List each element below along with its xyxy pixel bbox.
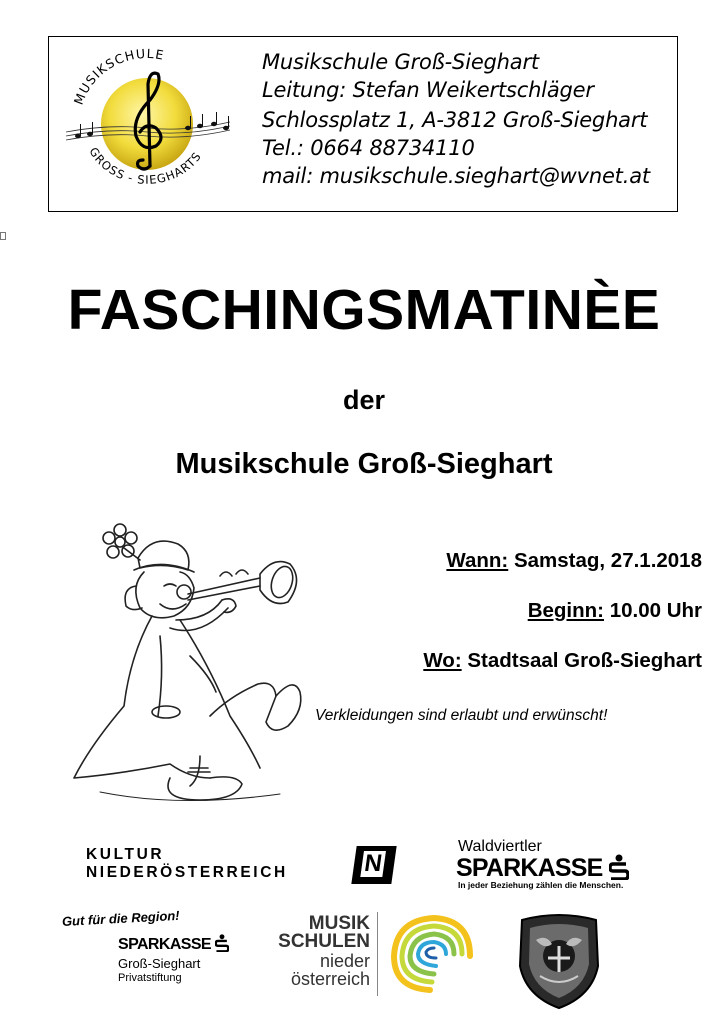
event-location	[423, 648, 702, 674]
kultur-line2: NIEDERÖSTERREICH	[86, 864, 288, 881]
musik-line1: MUSIK	[308, 913, 370, 934]
gut-fuer-die-region-slogan: Gut für die Region!	[61, 907, 180, 929]
coat-of-arms-icon	[512, 910, 606, 1010]
musikschulen-noe-logo	[278, 912, 482, 996]
sparkasse-s-icon	[609, 854, 629, 880]
musik-line4: österreich	[290, 969, 370, 989]
sparkasse-gross-siegharts-logo	[118, 934, 248, 990]
spk-local-name-text: SPARKASSE	[118, 936, 211, 953]
flower-icon	[103, 524, 140, 560]
wsk-name-text: SPARKASSE	[456, 854, 603, 882]
clown-trumpet-illustration	[60, 516, 360, 811]
spk-local-name	[118, 934, 229, 954]
musik-divider	[377, 912, 378, 996]
start-label: Beginn:	[527, 599, 604, 622]
school-name: Musikschule Groß-Sieghart	[262, 50, 539, 74]
event-subtitle-school: Musikschule Groß-Sieghart	[175, 448, 553, 480]
noe-badge-icon	[351, 846, 396, 884]
date-value: Samstag, 27.1.2018	[508, 549, 702, 572]
location-label: Wo:	[423, 649, 462, 672]
logo-text-bottom: GROSS - SIEGHARTS	[86, 144, 205, 187]
spk-local-subtitle: Privatstiftung	[118, 972, 182, 984]
page-corner-mark	[0, 232, 6, 240]
email-line[interactable]: mail: musikschule.sieghart@wvnet.at	[262, 164, 650, 188]
sparkasse-s-icon	[215, 934, 229, 952]
costume-note: Verkleidungen sind erlaubt und erwünscht!	[315, 707, 608, 724]
event-date	[446, 548, 702, 574]
musik-line2: SCHULEN	[278, 931, 370, 952]
director-line: Leitung: Stefan Weikertschläger	[262, 78, 594, 102]
date-label: Wann:	[446, 549, 509, 572]
wsk-tagline: In jeder Beziehung zählen die Menschen.	[458, 880, 624, 890]
event-subtitle-der: der	[342, 385, 386, 415]
school-logo	[58, 44, 236, 204]
address-line: Schlossplatz 1, A-3812 Groß-Sieghart	[262, 108, 648, 132]
waldviertler-sparkasse-logo	[456, 838, 656, 892]
start-value: 10.00 Uhr	[604, 599, 702, 622]
spk-local-town: Groß-Sieghart	[118, 956, 201, 971]
event-start-time	[528, 598, 702, 624]
wsk-name	[456, 854, 629, 882]
event-title: FASCHINGSMATINÈE	[67, 278, 661, 342]
wsk-prefix: Waldviertler	[458, 838, 542, 855]
musik-line3: nieder	[319, 951, 370, 971]
logo-text-top: MUSIKSCHULE	[70, 45, 166, 107]
kultur-niederoesterreich-logo	[86, 842, 398, 890]
noe-badge-letter: N	[360, 851, 386, 877]
kultur-line1: KULTUR	[86, 846, 165, 863]
location-value: Stadtsaal Groß-Sieghart	[461, 649, 702, 672]
phone-line: Tel.: 0664 88734110	[262, 136, 475, 160]
swirl-logo-icon	[390, 914, 474, 994]
